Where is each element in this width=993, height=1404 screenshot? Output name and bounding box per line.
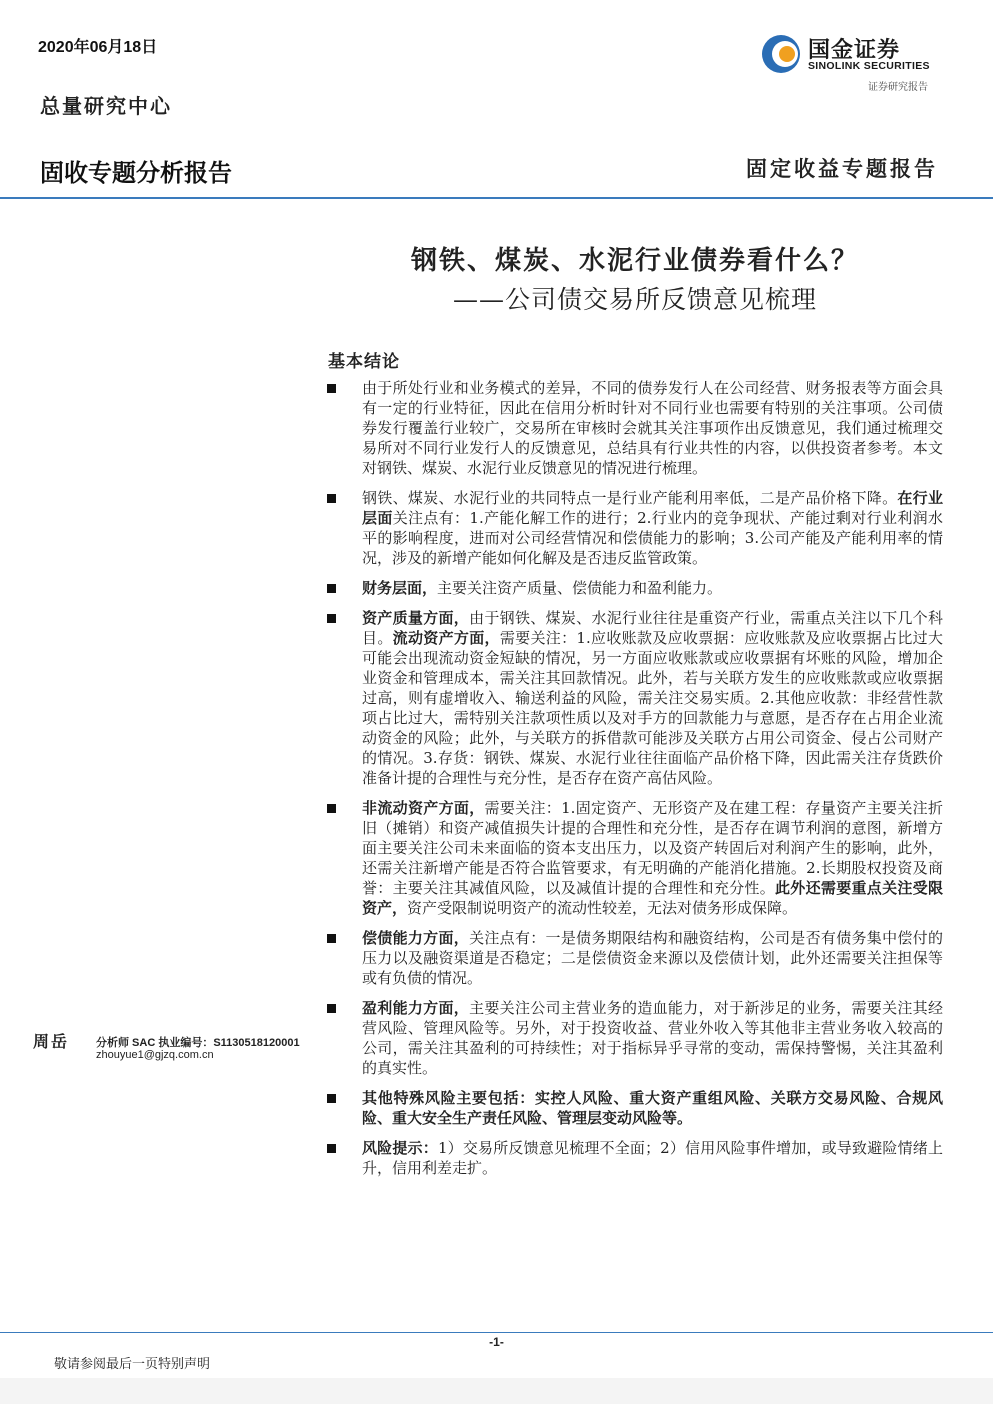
analyst-email[interactable]: zhouyue1@gjzq.com.cn — [96, 1049, 214, 1061]
bullet-square-icon — [327, 1144, 336, 1153]
bullet-square-icon — [327, 1094, 336, 1103]
text-segment: 需要关注：1.固定资产、无形资产及在建工程：存量资产主要关注折旧（摊销）和资产减值损失计提的合理性和充分性，是否存在调节利润的意图，新增方面主要关注公司未来面临的资本支出压力，以及资产转固后对利润产生的影响，此外，还需关注新增产能是否符合监管要求，有无明确的产能消化措施。2.长期股权投资及商誉：主要关注其减值风险，以及减值计提的合理性和充分性。 — [362, 799, 943, 897]
bold-text-segment: 偿债能力方面， — [362, 929, 470, 947]
conclusion-item — [327, 1088, 943, 1128]
logo-chinese-name: 国金证券 — [808, 38, 901, 63]
header-divider — [0, 197, 993, 199]
bold-text-segment: 非流动资产方面， — [362, 799, 485, 817]
conclusion-item — [327, 488, 943, 568]
bullet-square-icon — [327, 494, 336, 503]
analyst-sac-number: 分析师 SAC 执业编号：S1130518120001 — [96, 1037, 300, 1049]
text-segment: 主要关注公司主营业务的造血能力，对于新涉足的业务，需要关注其经营风险、管理风险等。另外，对于投资收益、营业外收入等其他非主营业务收入较高的公司，需关注其盈利的可持续性；对于指标异乎寻常的变动，需保持警惕，关注其盈利的真实性。 — [362, 999, 943, 1077]
text-segment: 1）交易所反馈意见梳理不全面；2）信用风险事件增加，或导致避险情绪上升，信用利差走扩。 — [362, 1139, 943, 1177]
conclusion-item — [327, 578, 943, 598]
footer-divider — [0, 1332, 993, 1333]
text-segment: 关注点有：一是债务期限结构和融资结构，公司是否有债务集中偿付的压力以及融资渠道是否稳定；二是偿债资金来源以及偿债计划，此外还需要关注担保等或有负债的情况。 — [362, 929, 943, 987]
bold-text-segment: 财务层面， — [362, 579, 438, 597]
bold-text-segment: 风险提示： — [362, 1139, 438, 1157]
conclusion-list — [327, 378, 943, 1188]
text-segment: 主要关注资产质量、偿债能力和盈利能力。 — [437, 579, 723, 597]
conclusion-item — [327, 798, 943, 918]
report-date: 2020年06月18日 — [38, 39, 158, 56]
page-number: -1- — [489, 1335, 504, 1349]
conclusion-item — [327, 378, 943, 478]
bullet-square-icon — [327, 614, 336, 623]
report-type: 固收专题分析报告 — [40, 159, 232, 187]
report-category: 固定收益专题报告 — [746, 156, 938, 181]
conclusion-item — [327, 928, 943, 988]
bullet-square-icon — [327, 584, 336, 593]
logo-english-name: SINOLINK SECURITIES — [808, 60, 930, 72]
bold-text-segment: 在行业层面 — [362, 489, 943, 527]
bullet-square-icon — [327, 804, 336, 813]
bullet-square-icon — [327, 934, 336, 943]
bold-text-segment: 盈利能力方面， — [362, 999, 470, 1017]
text-segment: 由于所处行业和业务模式的差异，不同的债券发行人在公司经营、财务报表等方面会具有一定的行业特征，因此在信用分析时针对不同行业也需要有特别的关注事项。公司债券发行覆盖行业较广，交易所在审核时会就其关注事项作出反馈意见，我们通过梳理交易所对不同行业发行人的反馈意见，总结具有行业共性的内容，以供投资者参考。本文对钢铁、煤炭、水泥行业反馈意见的情况进行梳理。 — [362, 379, 943, 477]
bullet-square-icon — [327, 384, 336, 393]
bold-text-segment: 其他特殊风险主要包括：实控人风险、重大资产重组风险、关联方交易风险、合规风险、重大安全生产责任风险、管理层变动风险等。 — [362, 1089, 943, 1127]
text-segment: 关注点有：1.产能化解工作的进行；2.行业内的竞争现状、产能过剩对行业利润水平的影响程度，进而对公司经营情况和偿债能力的影响；3.公司产能及产能利用率的情况，涉及的新增产能如何化解及是否违反监管政策。 — [362, 509, 943, 567]
conclusion-item — [327, 1138, 943, 1178]
conclusion-item — [327, 998, 943, 1078]
text-segment: 需要关注：1.应收账款及应收票据：应收账款及应收票据占比过大可能会出现流动资金短缺的情况，另一方面应收账款或应收票据有坏账的风险，增加企业资金和管理成本，需关注其回款情况。此外，若与关联方发生的应收账款或应收票据过高，则有虚增收入、输送利益的风险，需关注交易实质。2.其他应收款：非经营性款项占比过大，需特别关注款项性质以及对手方的回款能力与意愿，是否存在占用企业流动资金的风险；此外，与关联方的拆借款可能涉及关联方占用公司资金、侵占公司财产的情况。3.存货：钢铁、煤炭、水泥行业往往面临产品价格下降，因此需关注存货跌价准备计提的合理性与充分性，是否存在资产高估风险。 — [362, 629, 943, 787]
text-segment: 资产受限制说明资产的流动性较差，无法对债务形成保障。 — [407, 899, 798, 917]
footer-band — [0, 1378, 993, 1404]
logo-subtitle: 证券研究报告 — [868, 82, 928, 93]
section-heading: 基本结论 — [328, 352, 400, 372]
bold-text-segment: 资产质量方面， — [362, 609, 470, 627]
disclaimer-note: 敬请参阅最后一页特别声明 — [54, 1357, 211, 1372]
text-segment: 由于钢铁、煤炭、水泥行业往往是重资产行业，需重点关注以下几个科目。 — [362, 609, 943, 647]
text-segment: 钢铁、煤炭、水泥行业的共同特点一是行业产能利用率低，二是产品价格下降。 — [362, 489, 898, 507]
conclusion-item — [327, 608, 943, 788]
bold-text-segment: 此外还需要重点关注受限资产， — [362, 879, 943, 917]
bold-text-segment: 流动资产方面， — [392, 629, 500, 647]
research-center: 总量研究中心 — [40, 94, 172, 118]
report-title: 钢铁、煤炭、水泥行业债券看什么？ — [410, 246, 859, 276]
bullet-square-icon — [327, 1004, 336, 1013]
report-subtitle: ——公司债交易所反馈意见梳理 — [452, 285, 817, 314]
analyst-name: 周岳 — [33, 1032, 70, 1051]
